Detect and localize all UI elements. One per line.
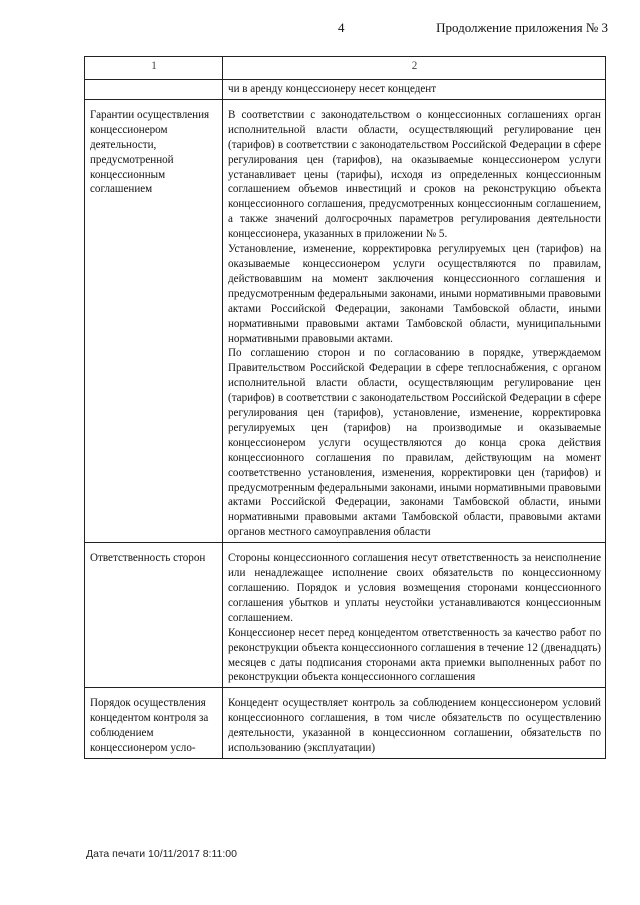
paragraph: Установление, изменение, корректировка регулируемых цен (тарифов) на оказываемые концессионером услуги осуществляются по правилам, действовавшим на момент заключения концессионного соглашения и предусмотренным федеральными законами, иными нормативными правовыми актами Российской Федерации, законами Тамбовской области, иными нормативными правовыми актами Тамбовской области, муниципальными нормативными правовыми актами. [228, 243, 601, 345]
concession-table [84, 56, 606, 759]
column-header-2: 2 [223, 57, 606, 80]
appendix-label: Продолжение приложения № 3 [436, 20, 608, 35]
paragraph: По соглашению сторон и по согласованию в порядке, утверждаемом Правительством Российской Федерации в сфере теплоснабжения, с органом исполнительной власти области, осуществляющим регулирование цен (тарифов) в соответствии с законодательством Российской Федерации в сфере регулирования цен (тарифов), установление, изменение, корректировка регулируемых цен (тарифов) на производимые и оказываемые концессионером услуги осуществляются до конца срока действия концессионного соглашения по правилам, действующим на момент соответственно установления, изменения, корректировки цен (тарифов) и предусмотренным федеральными законами, иными нормативными правовыми актами Российской Федерации, законами Тамбовской области, иными нормативными правовыми актами Тамбовской области, правовыми актами органов местного самоуправления области [228, 347, 601, 539]
row-content-responsibility [223, 543, 606, 688]
row-label-responsibility: Ответственность сторон [85, 543, 223, 688]
top-row-text: чи в аренду концессионеру несет концедент [223, 80, 606, 100]
column-header-1: 1 [85, 57, 223, 80]
table-header-row [85, 57, 606, 80]
table-row [85, 99, 606, 542]
table-cell-empty [85, 80, 223, 100]
page-number: 4 [338, 20, 345, 35]
table-row [85, 688, 606, 759]
paragraph: Концедент осуществляет контроль за соблюдением концессионером условий концессионного соглашения, в том числе обязательств по осуществлению деятельности, указанной в концессионном соглашении, обязательств по использованию (эксплуатации) [228, 697, 601, 755]
paragraph: В соответствии с законодательством о концессионных соглашениях орган исполнительной власти области, осуществляющий регулирование цен (тарифов) в соответствии с законодательством Российской Федерации в сфере регулирования цен (тарифов), на оказываемые концессионером услуги устанавливает цены (тарифы), исходя из определенных концессионным соглашением объемов инвестиций и сроков на реконструкцию объекта концессионного соглашения, предусмотренных концессионным соглашением, а также значений долгосрочных параметров регулирования деятельности концессионера, указанных в приложении № 5. [228, 108, 601, 241]
row-content-control [223, 688, 606, 759]
paragraph: Концессионер несет перед концедентом ответственность за качество работ по реконструкции объекта концессионного соглашения в течение 12 (двенадцать) месяцев с даты подписания сторонами акта приемки выполненных работ по реконструкции объекта концессионного соглашения [228, 626, 601, 684]
row-label-guarantees: Гарантии осуществления концессионером деятельности, предусмотренной концессионным соглашением [85, 99, 223, 542]
print-date-footer: Дата печати 10/11/2017 8:11:00 [86, 848, 237, 860]
row-content-guarantees [223, 99, 606, 542]
paragraph: Стороны концессионного соглашения несут ответственность за неисполнение или ненадлежащее исполнение своих обязательств по концессионному соглашению. Порядок и условия возмещения сторонами концессионного соглашения убытков и уплаты неустойки устанавливаются концессионным соглашением. [228, 552, 601, 624]
row-label-control: Порядок осуществления концедентом контроля за соблюдением концессионером усло- [85, 688, 223, 759]
table-row [85, 543, 606, 688]
table-row [85, 80, 606, 100]
